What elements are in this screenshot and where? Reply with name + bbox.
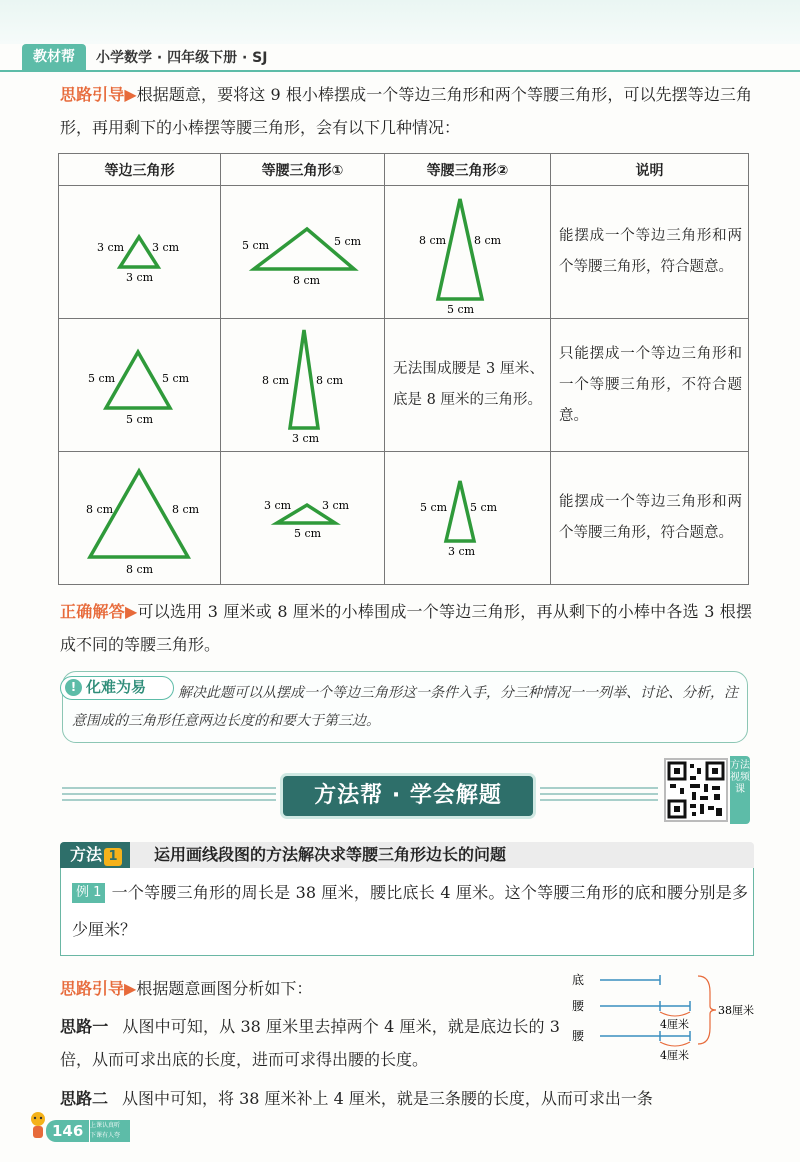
segment-diagram [560,966,760,1066]
thinking-paragraph [60,78,752,144]
triangle-iso-5-5-3 [386,453,550,583]
exclamation-icon: ! [65,679,82,696]
qr-side-label: 方法视频课 [730,756,750,824]
method-title: 运用画线段图的方法解决求等腰三角形边长的问题 [154,845,507,864]
cell-iso2-3 [385,452,551,585]
th-isosceles-1: 等腰三角形① [221,154,385,186]
label: 5 cm [161,372,189,385]
idea2-text: 从图中可知，将 38 厘米补上 4 厘米，就是三条腰的长度，从而可求出一条 [122,1089,653,1108]
th-isosceles-2: 等腰三角形② [385,154,551,186]
label: 3 cm [263,499,291,512]
page-number: 146 [46,1120,89,1142]
label: 3 cm [151,241,179,254]
method-number: 1 [104,848,122,866]
arrow-icon: ▶ [124,602,138,621]
label: 3 cm [447,545,475,558]
label: 8 cm [261,374,289,387]
label: 8 cm [315,374,343,387]
divider-right [540,787,658,803]
note-1: 能摆成一个等边三角形和两个等腰三角形，符合题意。 [551,186,749,319]
label: 8 cm [292,274,320,287]
tip-text: 解决此题可以从摆成一个等边三角形这一条件入手，分三种情况一一列举、讨论、分析，注意围成的三角形任意两边长度的和要大于第三边。 [72,685,738,729]
section-banner: 方法帮 · 学会解题 [283,776,533,816]
note-2: 只能摆成一个等边三角形和一个等腰三角形，不符合题意。 [551,319,749,452]
tip-tag-label: 化难为易 [86,678,147,696]
table-row [59,319,749,452]
label: 5 cm [293,527,321,540]
cell-eq-2 [59,319,221,452]
triangle-iso-5-5-8 [222,187,384,317]
answer-text: 可以选用 3 厘米或 8 厘米的小棒围成一个等边三角形，再从剩下的小棒中各选 3 根摆成不同的等腰三角形。 [60,602,752,654]
triangle-eq-8 [60,453,220,583]
label: 3 cm [321,499,349,512]
example-paragraph [72,874,748,948]
table-header-row [59,154,749,186]
triangle-iso-8-8-5 [386,187,550,317]
label: 5 cm [419,501,447,514]
th-note: 说明 [551,154,749,186]
top-band [0,0,800,44]
idea2-paragraph [60,1082,752,1115]
example-tag: 例 1 [72,883,105,903]
iso2-impossible-text: 无法围成腰是 3 厘米、底是 8 厘米的三角形。 [385,319,551,452]
label: 8 cm [125,563,153,576]
header-tab: 教材帮 [22,44,86,70]
footer-slogan-1: 上课认真听 [90,1122,121,1129]
cell-eq-1 [59,186,221,319]
seg-leg2-label: 腰 [572,1029,585,1043]
note-3: 能摆成一个等边三角形和两个等腰三角形，符合题意。 [551,452,749,585]
label: 5 cm [125,413,153,426]
arrow-icon: ▶ [124,85,137,104]
table-row [59,186,749,319]
label: 5 cm [333,235,361,248]
seg-extra2: 4厘米 [660,1049,689,1062]
thinking-label: 思路引导 [60,85,125,104]
label: 5 cm [446,303,474,316]
table-row [59,452,749,585]
seg-leg1-label: 腰 [572,999,585,1013]
idea1-label: 思路一 [60,1017,109,1036]
triangle-iso-3-3-5 [222,453,384,583]
seg-extra1: 4厘米 [660,1018,689,1031]
method-tag [60,842,130,868]
seg-total: 38厘米 [718,1004,754,1017]
label: 3 cm [291,432,319,445]
mascot-icon [28,1110,48,1142]
cell-iso1-3 [221,452,385,585]
qr-code-icon[interactable] [664,758,728,822]
label: 5 cm [469,501,497,514]
answer-label: 正确解答 [60,602,125,621]
footer-slogan-2: 下课有人夸 [90,1132,121,1139]
analysis-intro-text: 根据题意画图分析如下： [136,979,313,998]
label: 8 cm [473,234,501,247]
triangle-eq-5 [60,320,220,450]
idea1-text: 从图中可知，从 38 厘米里去掉两个 4 厘米，就是底边长的 3 倍，从而可求出底的长度，进而可求得出腰的长度。 [60,1017,560,1069]
label: 8 cm [418,234,446,247]
label: 8 cm [85,503,113,516]
triangle-iso-8-8-3 [222,320,384,450]
th-equilateral: 等边三角形 [59,154,221,186]
analysis-label: 思路引导 [60,979,125,998]
label: 3 cm [96,241,124,254]
analysis-intro [60,972,540,1005]
arrow-icon: ▶ [124,979,137,998]
footer-slogan [90,1120,130,1142]
cell-iso1-1 [221,186,385,319]
thinking-text: 根据题意，要将这 9 根小棒摆成一个等边三角形和两个等腰三角形，可以先摆等边三角形，再用剩下的小棒摆等腰三角形，会有以下几种情况： [60,85,752,137]
cell-iso1-2 [221,319,385,452]
header-title: 小学数学 · 四年级下册 · SJ [96,50,268,66]
label: 3 cm [125,271,153,284]
cell-iso2-1 [385,186,551,319]
seg-base-label: 底 [572,973,585,987]
divider-left [62,787,276,803]
cell-eq-3 [59,452,221,585]
label: 5 cm [241,239,269,252]
label: 8 cm [171,503,199,516]
label: 5 cm [87,372,115,385]
triangle-eq-3 [60,187,220,317]
idea1-paragraph [60,1010,560,1076]
example-text: 一个等腰三角形的周长是 38 厘米，腰比底长 4 厘米。这个等腰三角形的底和腰分别是多少厘米？ [72,883,748,939]
idea2-label: 思路二 [60,1089,109,1108]
cases-table [58,153,749,585]
method-tag-label: 方法 [70,845,103,864]
answer-paragraph [60,595,752,661]
